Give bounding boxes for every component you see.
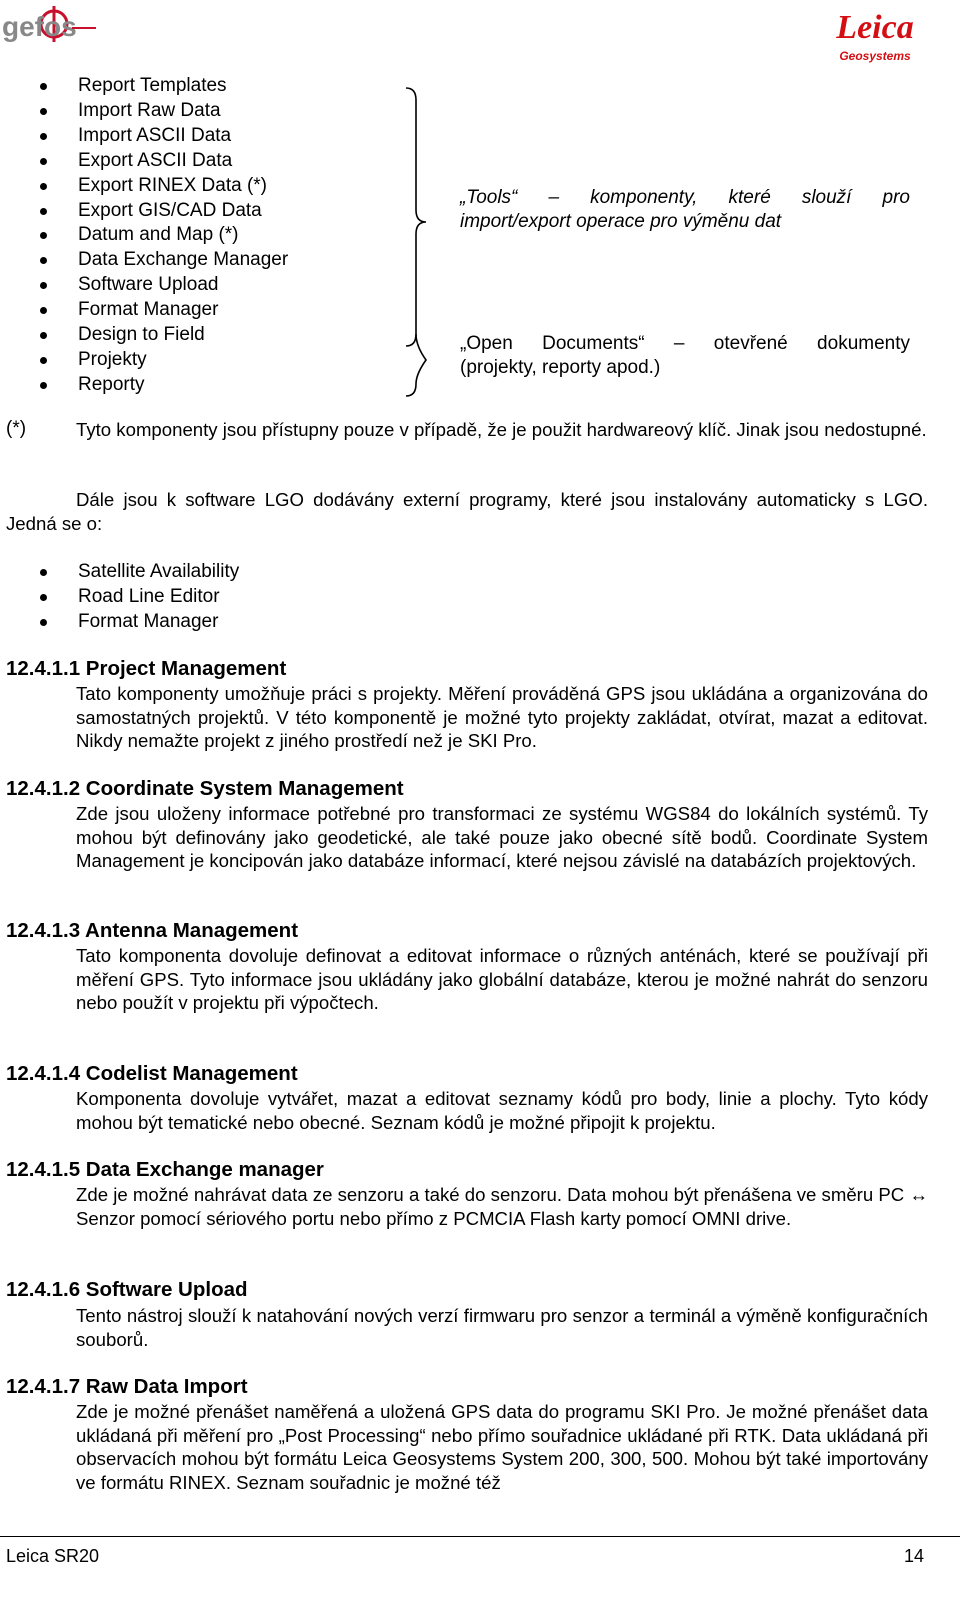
- section-text: Zde je možné nahrávat data ze senzoru a také do senzoru. Data mohou být přenášena ve směru PC ↔ Senzor pomocí sériového portu nebo přímo z PCMCIA Flash karty pomocí OMNI drive.: [76, 1184, 928, 1229]
- leica-logo: [826, 2, 924, 66]
- gefos-logo: [2, 2, 98, 46]
- intro-paragraph: Dále jsou k software LGO dodávány externí programy, které jsou instalovány automaticky s LGO. Jedná se o:: [6, 489, 928, 534]
- section-text: Zde je možné přenášet naměřená a uložená GPS data do programu SKI Pro. Je možné přenášet data ukládaná při měření pro „Post Processing“ nebo přímo souřadnice ukládané při RTK. Data ukládaná při observacích mohou být formátu Leica Geosystems System 200, 300, 500. Mohou být také importovány ve formátu RINEX. Seznam souřadnic je možné též: [76, 1401, 928, 1494]
- section-title: 12.4.1.2 Coordinate System Management: [6, 777, 404, 800]
- section-text: Tento nástroj slouží k natahování nových verzí firmwaru pro senzor a terminál a výměně konfiguračních souborů.: [76, 1305, 928, 1350]
- section-title: 12.4.1.7 Raw Data Import: [6, 1375, 248, 1398]
- section-title: 12.4.1.3 Antenna Management: [6, 919, 299, 942]
- footer-doc-title: Leica SR20: [6, 1546, 100, 1566]
- list-item: Satellite Availability: [0, 560, 239, 585]
- list-item: Datum and Map (*): [0, 223, 288, 248]
- list-item: Reporty: [0, 373, 288, 398]
- list-item: Export RINEX Data (*): [0, 174, 288, 199]
- list-item: Report Templates: [0, 74, 288, 99]
- footnote-mark: (*): [6, 418, 27, 439]
- leica-logo-sub: Geosystems: [839, 49, 911, 63]
- leica-logo-text: Leica: [836, 9, 914, 46]
- section-text: Tato komponenta dovoluje definovat a editovat informace o různých anténách, které se používají při měření GPS. Tyto informace jsou ukládány jako globální databáze, kterou je možné nahrát do senzoru nebo použít v projektu při výpočtech.: [76, 945, 928, 1014]
- list-item: Format Manager: [0, 298, 288, 323]
- external-programs-list: [0, 560, 239, 635]
- list-item: Software Upload: [0, 273, 288, 298]
- section-text: Tato komponenty umožňuje práci s projekty. Měření prováděná GPS jsou ukládána a organizována do samostatných projektů. V této komponentě je možné tyto projekty zakládat, otvírat, mazat a editovat. Nikdy nemažte projekt z jiného prostředí než je SKI Pro.: [76, 683, 928, 752]
- list-item: Export ASCII Data: [0, 149, 288, 174]
- section-title: 12.4.1.4 Codelist Management: [6, 1062, 298, 1085]
- footer-rule: [0, 1536, 960, 1537]
- section-title: 12.4.1.1 Project Management: [6, 657, 287, 680]
- list-item: Export GIS/CAD Data: [0, 199, 288, 224]
- page-number: 14: [904, 1546, 925, 1566]
- open-documents-note: „Open Documents“ – otevřené dokumenty (projekty, reporty apod.): [460, 333, 910, 378]
- footnote-text: Tyto komponenty jsou přístupny pouze v případě, že je použit hardwareový klíč. Jinak jsou nedostupné.: [76, 419, 927, 440]
- section-title: 12.4.1.5 Data Exchange manager: [6, 1158, 324, 1181]
- curly-brace: [402, 84, 442, 404]
- list-item: Format Manager: [0, 610, 239, 635]
- list-item: Import ASCII Data: [0, 124, 288, 149]
- section-text: Komponenta dovoluje vytvářet, mazat a editovat seznamy kódů pro body, linie a plochy. Tyto kódy mohou být tematické nebo obecné. Seznam kódů je možné připojit k projektu.: [76, 1088, 928, 1133]
- list-item: Road Line Editor: [0, 585, 239, 610]
- tools-note: „Tools“ – komponenty, které slouží pro import/export operace pro výměnu dat: [460, 187, 910, 232]
- gefos-logo-text: gefos: [2, 11, 77, 42]
- list-item: Design to Field: [0, 323, 288, 348]
- section-title: 12.4.1.6 Software Upload: [6, 1278, 248, 1301]
- component-list: [0, 74, 288, 398]
- list-item: Import Raw Data: [0, 99, 288, 124]
- list-item: Projekty: [0, 348, 288, 373]
- section-text: Zde jsou uloženy informace potřebné pro transformaci ze systému WGS84 do lokálních systémů. Ty mohou být definovány jako geodetické, ale také pouze jako obecné sítě bodů. Coordinate System Management je koncipován jako databáze informací, které nejsou závislé na databázích projektových.: [76, 803, 928, 872]
- list-item: Data Exchange Manager: [0, 248, 288, 273]
